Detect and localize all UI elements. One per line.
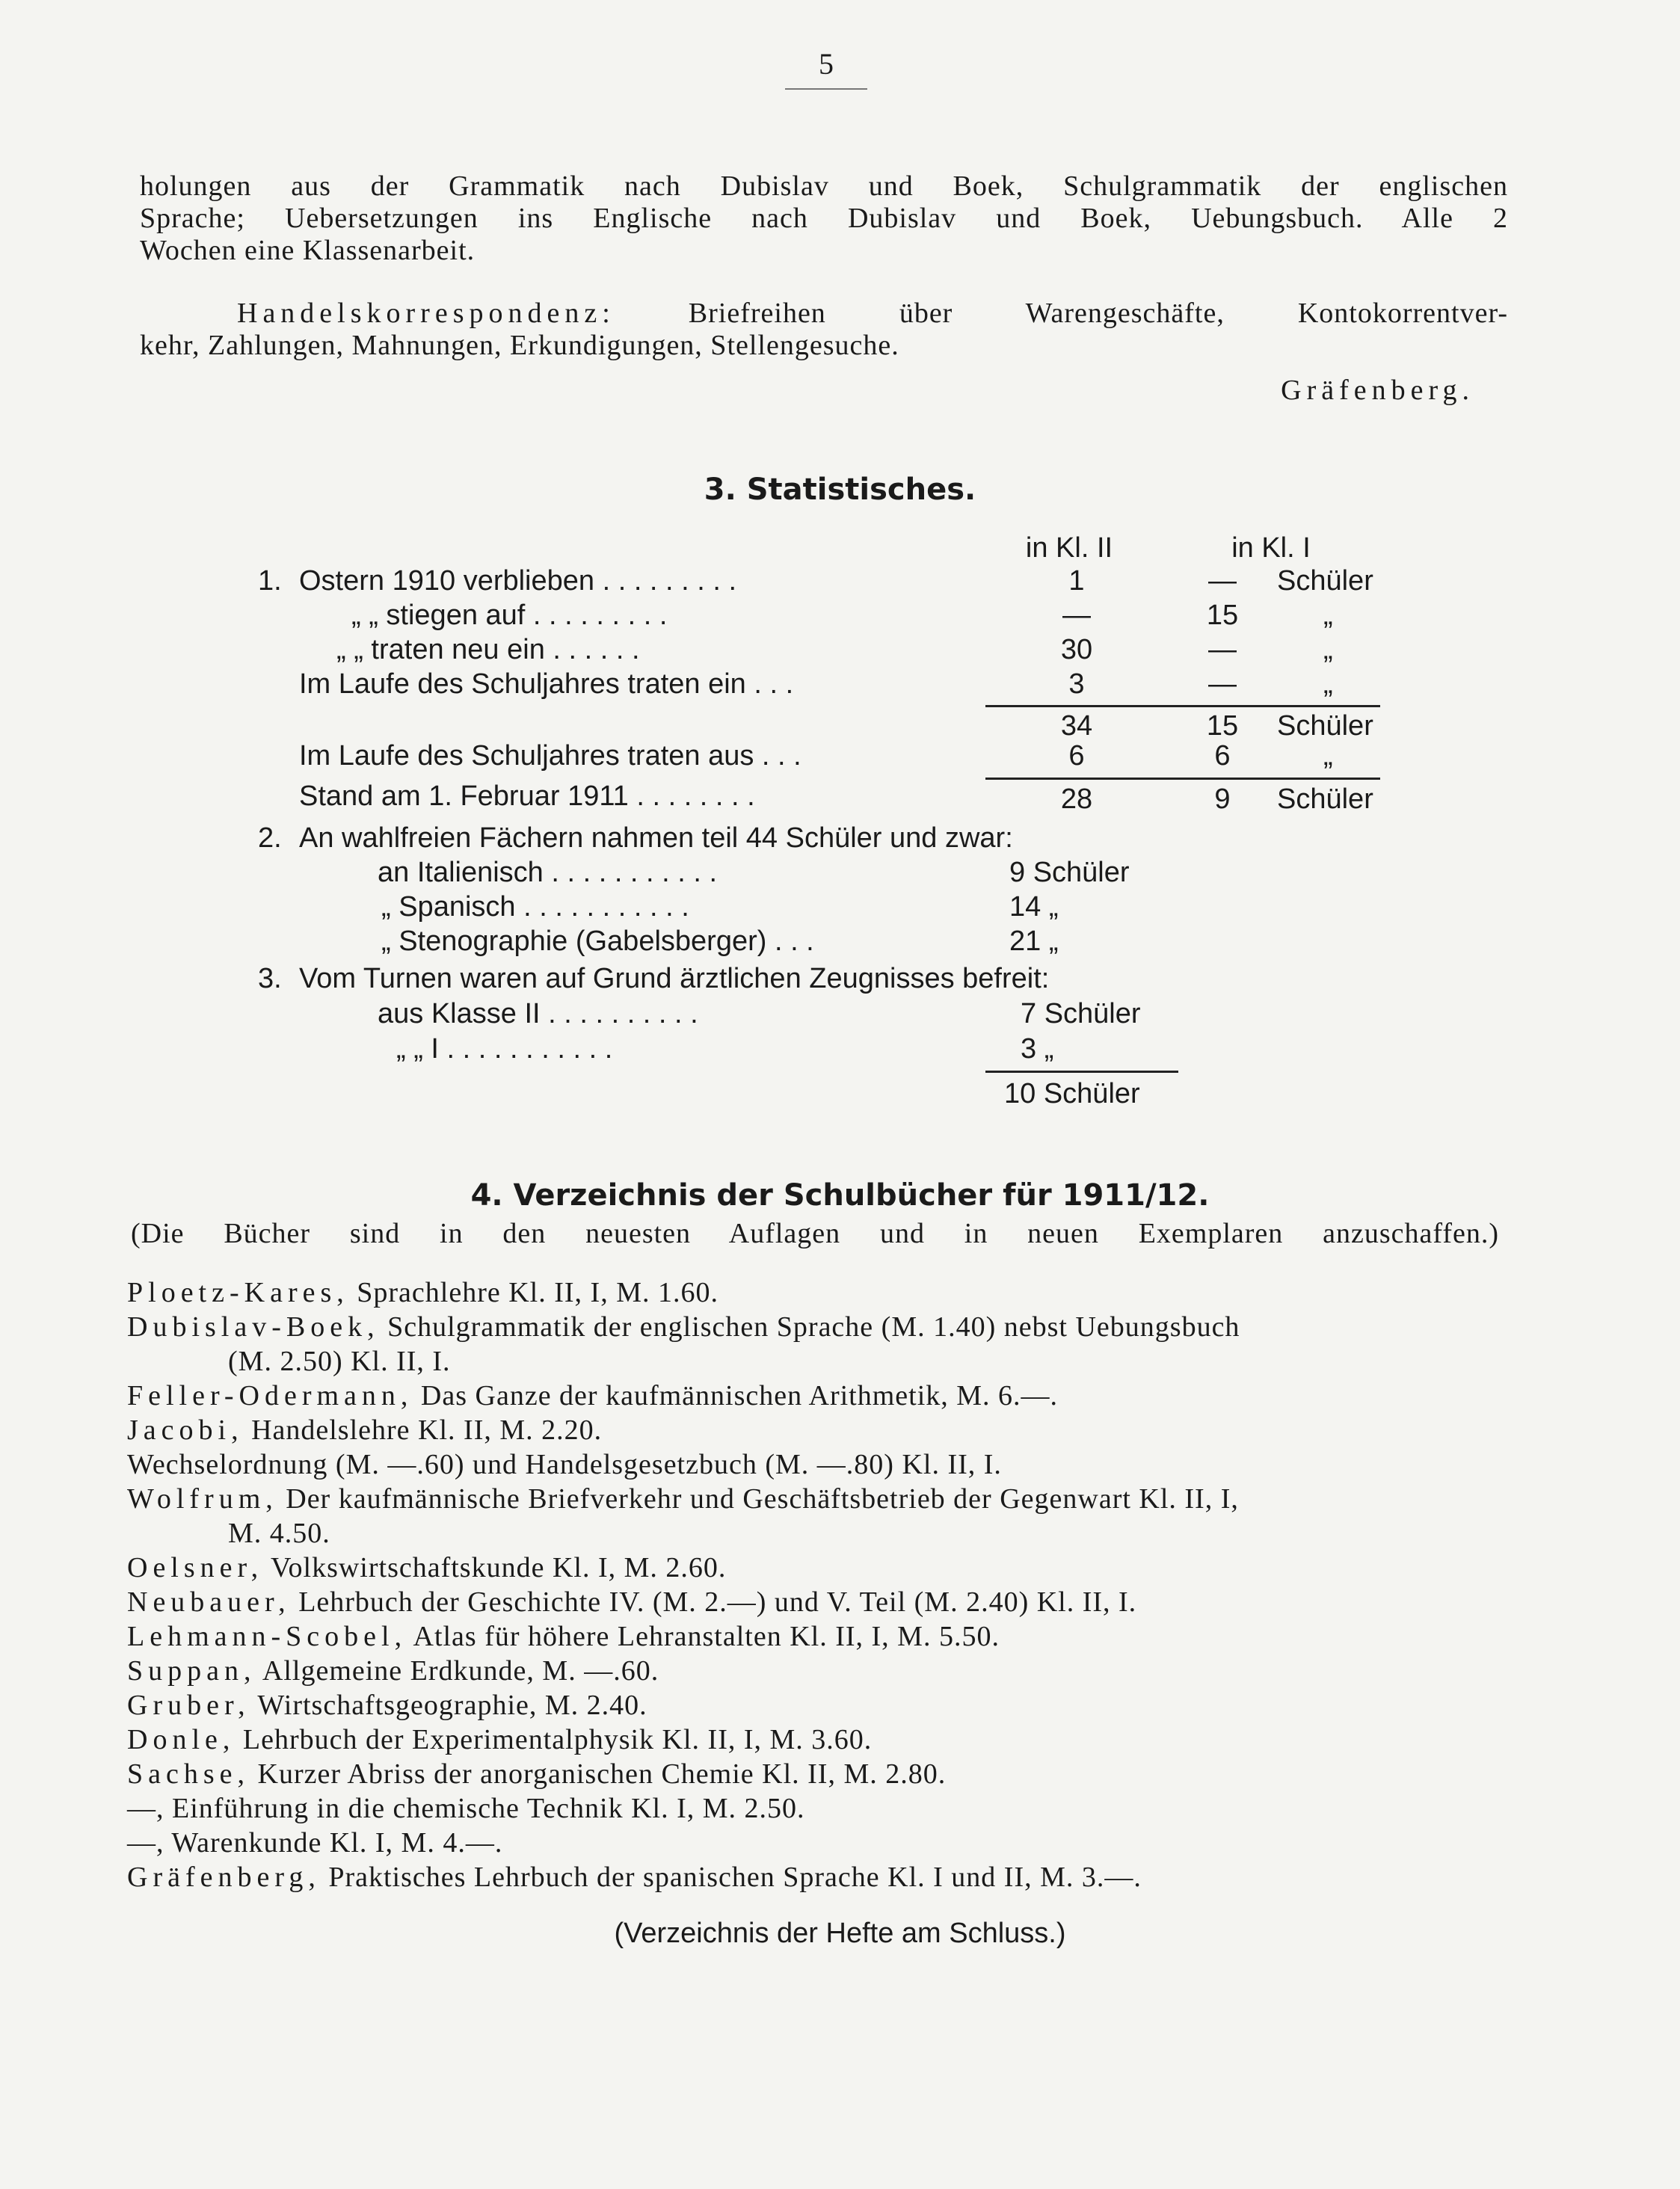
list-item [127, 1860, 1518, 1894]
row-label: „ „ traten neu ein . . . . . . [336, 634, 640, 665]
list-item [127, 1585, 1518, 1619]
row-label: an Italienisch . . . . . . . . . . . [378, 857, 718, 888]
booklist-intro: (Die Bücher sind in den neuesten Auflagen und in neuen Exemplaren anzuschaffen.) [131, 1218, 1499, 1249]
book-title: Wirtschaftsgeographie, M. 2.40. [250, 1690, 647, 1721]
book-title: Wechselordnung (M. —.60) und Handelsgesetzbuch (M. —.80) Kl. II, I. [127, 1449, 1002, 1480]
list-item [127, 1654, 1518, 1688]
cell-value: 14 „ [1009, 891, 1059, 923]
row-number: 3. [258, 963, 282, 994]
cell-kl2: 28 [1060, 783, 1093, 815]
cell-value: 3 „ [1021, 1033, 1054, 1065]
book-author: Wolfrum, [127, 1483, 278, 1515]
cell-kl1: — [1208, 634, 1237, 665]
section-4-heading: 4. Verzeichnis der Schulbücher für 1911/12. [470, 1178, 1210, 1213]
book-author: Oelsner, [127, 1552, 264, 1583]
list-item [127, 1447, 1518, 1482]
book-list [127, 1275, 1518, 1894]
text-line: holungen aus der Grammatik nach Dubislav und Boek, Schulgrammatik der englischen [140, 170, 1508, 202]
cell-kl2: 30 [1060, 634, 1093, 665]
book-title: Atlas für höhere Lehranstalten Kl. II, I, M. 5.50. [407, 1621, 1000, 1652]
list-item [127, 1722, 1518, 1757]
row-label: aus Klasse II . . . . . . . . . . [378, 998, 698, 1029]
book-title: Volkswirtschaftskunde Kl. I, M. 2.60. [263, 1552, 727, 1583]
cell-unit: „ [1323, 740, 1333, 772]
subtotal-kl2: 34 [1060, 710, 1093, 742]
row-label: Stand am 1. Februar 1911 . . . . . . . . [299, 781, 755, 812]
list-item [127, 1757, 1518, 1791]
book-author: Jacobi, [127, 1414, 244, 1446]
section-3-heading: 3. Statistisches. [704, 472, 976, 507]
text-line: Wochen eine Klassenarbeit. [140, 235, 476, 266]
book-title: —, Einführung in die chemische Technik Kl. I, M. 2.50. [127, 1793, 805, 1824]
book-author: Donle, [127, 1724, 236, 1755]
row-label: „ „ I . . . . . . . . . . . [396, 1033, 613, 1065]
book-author: Ploetz-Kares, [127, 1277, 349, 1308]
row-label: Im Laufe des Schuljahres traten aus . . . [299, 740, 801, 772]
cell-kl1: 9 [1214, 783, 1231, 815]
book-title: Allgemeine Erdkunde, M. —.60. [256, 1655, 659, 1687]
total-value: 10 Schüler [1004, 1078, 1140, 1109]
cell-unit: Schüler [1277, 783, 1373, 815]
sum-rule [985, 1071, 1178, 1073]
cell-unit: „ [1323, 600, 1333, 631]
cell-value: 21 „ [1009, 926, 1059, 957]
list-item-continuation: M. 4.50. [228, 1518, 330, 1549]
subject-text: Briefreihen über Warengeschäfte, Kontokorrentver- [615, 298, 1508, 329]
book-author: Neubauer, [127, 1586, 291, 1618]
cell-kl1: — [1208, 668, 1237, 700]
text-line: Sprache; Uebersetzungen ins Englische nach Dubislav und Boek, Uebungsbuch. Alle 2 [140, 203, 1508, 234]
sum-rule [985, 705, 1380, 707]
row-number: 2. [258, 822, 282, 854]
book-title: Das Ganze der kaufmännischen Arithmetik, M. 6.—. [413, 1380, 1059, 1411]
row-label: „ „ stiegen auf . . . . . . . . . [351, 600, 668, 631]
cell-kl1: — [1208, 565, 1237, 597]
list-item [127, 1482, 1518, 1516]
cell-value: 9 Schüler [1009, 857, 1130, 888]
list-item [127, 1310, 1518, 1344]
cell-unit: „ [1323, 668, 1333, 700]
book-author: Feller-Odermann, [127, 1380, 413, 1411]
column-header: in Kl. II [1025, 532, 1113, 564]
book-author: Lehmann-Scobel, [127, 1621, 407, 1652]
sum-rule [985, 778, 1380, 780]
list-item [127, 1826, 1518, 1860]
list-item [127, 1275, 1518, 1310]
book-author: Gräfenberg, [127, 1862, 321, 1893]
row-label: An wahlfreien Fächern nahmen teil 44 Schüler und zwar: [299, 822, 1013, 854]
cell-kl2: 1 [1068, 565, 1085, 597]
list-item [127, 1551, 1518, 1585]
book-author: Dubislav-Boek, [127, 1311, 380, 1343]
book-title: Kurzer Abriss der anorganischen Chemie Kl. II, M. 2.80. [250, 1758, 947, 1790]
book-author: Gruber, [127, 1690, 250, 1721]
cell-kl2: 6 [1068, 740, 1085, 772]
row-number: 1. [258, 565, 282, 597]
book-title: Handelslehre Kl. II, M. 2.20. [243, 1414, 603, 1446]
cell-kl2: 3 [1068, 668, 1085, 700]
book-title: Lehrbuch der Experimentalphysik Kl. II, I, M. 3.60. [235, 1724, 873, 1755]
list-item [127, 1619, 1518, 1654]
cell-value: 7 Schüler [1021, 998, 1141, 1029]
cell-kl1: 15 [1206, 600, 1239, 631]
book-title: —, Warenkunde Kl. I, M. 4.—. [127, 1827, 503, 1859]
cell-unit: Schüler [1277, 565, 1373, 597]
list-item [127, 1379, 1518, 1413]
row-label: Ostern 1910 verblieben . . . . . . . . . [299, 565, 737, 597]
row-label: „ Stenographie (Gabelsberger) . . . [381, 926, 814, 957]
list-item-continuation: (M. 2.50) Kl. II, I. [228, 1346, 451, 1377]
column-header: in Kl. I [1231, 532, 1311, 564]
list-item [127, 1791, 1518, 1826]
list-item [127, 1413, 1518, 1447]
subject-label: Handelskorrespondenz: [237, 298, 615, 329]
list-item [127, 1688, 1518, 1722]
book-author: Sachse, [127, 1758, 250, 1790]
subtotal-unit: Schüler [1277, 710, 1373, 742]
signature: Gräfenberg. [1281, 375, 1474, 406]
cell-kl1: 6 [1214, 740, 1231, 772]
cell-unit: „ [1323, 634, 1333, 665]
subtotal-kl1: 15 [1206, 710, 1239, 742]
book-title: Lehrbuch der Geschichte IV. (M. 2.—) und V. Teil (M. 2.40) Kl. II, I. [290, 1586, 1137, 1618]
cell-kl2: — [1062, 600, 1091, 631]
row-label: Vom Turnen waren auf Grund ärztlichen Zeugnisses befreit: [299, 963, 1050, 994]
row-label: „ Spanisch . . . . . . . . . . . [381, 891, 689, 923]
book-title: Schulgrammatik der englischen Sprache (M. 1.40) nebst Uebungsbuch [379, 1311, 1240, 1343]
row-label: Im Laufe des Schuljahres traten ein . . . [299, 668, 794, 700]
book-title: Praktisches Lehrbuch der spanischen Sprache Kl. I und II, M. 3.—. [320, 1862, 1142, 1893]
book-author: Suppan, [127, 1655, 256, 1687]
text-line: kehr, Zahlungen, Mahnungen, Erkundigungen, Stellengesuche. [140, 330, 899, 361]
closing-note: (Verzeichnis der Hefte am Schluss.) [614, 1918, 1066, 1949]
book-title: Der kaufmännische Briefverkehr und Geschäftsbetrieb der Gegenwart Kl. II, I, [277, 1483, 1239, 1515]
page-number: 5 [819, 47, 834, 81]
book-title: Sprachlehre Kl. II, I, M. 1.60. [348, 1277, 719, 1308]
